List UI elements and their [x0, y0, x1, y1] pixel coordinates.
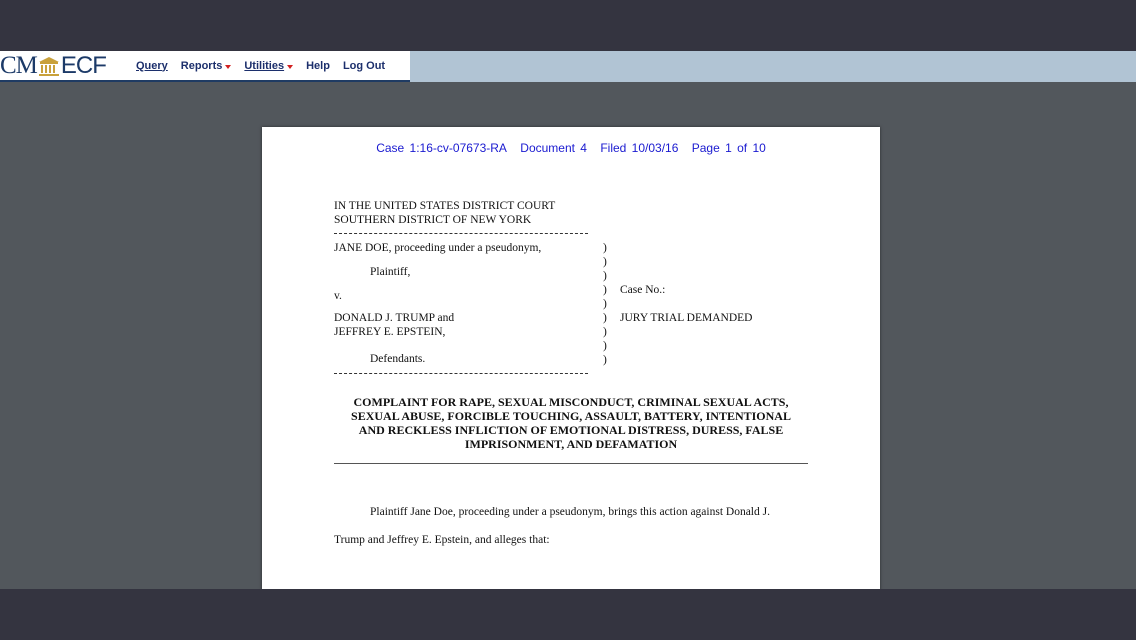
title-rule: [334, 463, 808, 464]
defendant-1: DONALD J. TRUMP and: [334, 312, 455, 324]
menu-reports[interactable]: [181, 60, 232, 72]
pdf-viewer[interactable]: [0, 82, 1136, 589]
menu-log-out-label: Log Out: [342, 59, 386, 72]
body-paragraph-line-1: Plaintiff Jane Doe, proceeding under a pseudonym, brings this action against Donald J.: [370, 506, 770, 518]
document-page: Case 1:16-cv-07673-RA Document 4 Filed 10/03/16 Page 1 of 10 IN THE UNITED STATES DISTRICT COURT SOUTHERN DISTRICT OF NEW YORK JANE DOE, proceeding under a pseudonym, Plaintiff, v. DONALD J. TRUMP and JEFFREY E. EPSTEIN, Defendants. ) ) ) ) ) ) ) ) ) Case No.: JURY TRIAL DEMANDED COMPLAINT FOR RAPE, SEXUAL MISCONDUCT, CRIMINAL SEXUAL ACTS, SEXUAL ABUSE, FORCIBLE TOUCHING, ASSAULT, BATTERY, INTENTIONAL AND RECKLESS INFLICTION OF EMOTIONAL DISTRESS, DURESS, FALSE IMPRISONMENT, AND DEFAMATION Plaintiff Jane Doe, proceeding under a pseudonym, brings this action against Donald J. Trump and Jeffrey E. Epstein, and alleges that:: [262, 127, 880, 589]
versus: v.: [334, 290, 342, 302]
main-menu: [136, 51, 398, 80]
menu-log-out[interactable]: [343, 60, 385, 72]
document-number: Document 4: [520, 141, 587, 155]
caption-divider-top: [334, 233, 588, 234]
dropdown-caret-icon: [287, 65, 293, 69]
court-name: IN THE UNITED STATES DISTRICT COURT: [334, 200, 556, 212]
top-navigation-bar: [0, 51, 1136, 83]
dropdown-caret-icon: [225, 65, 231, 69]
menu-help[interactable]: [306, 60, 330, 72]
defendant-role: Defendants.: [370, 353, 426, 365]
complaint-title: [334, 395, 808, 451]
jury-demand: JURY TRIAL DEMANDED: [620, 312, 753, 324]
case-number: Case 1:16-cv-07673-RA: [376, 141, 507, 155]
body-paragraph-line-2: Trump and Jeffrey E. Epstein, and alleges that:: [334, 534, 550, 546]
menu-reports-label: Reports: [180, 59, 223, 72]
title-line: AND RECKLESS INFLICTION OF EMOTIONAL DISTRESS, DURESS, FALSE: [358, 423, 784, 437]
plaintiff-role: Plaintiff,: [370, 266, 411, 278]
caption-divider-bottom: [334, 373, 588, 374]
case-no-label: Case No.:: [620, 284, 666, 296]
logo-text-ecf: ECF: [60, 52, 106, 79]
logo-text-cm: CM: [0, 52, 37, 79]
filing-header: [262, 141, 880, 155]
menu-help-label: Help: [306, 59, 330, 72]
title-line: COMPLAINT FOR RAPE, SEXUAL MISCONDUCT, CRIMINAL SEXUAL ACTS,: [353, 395, 789, 409]
menu-query-label: Query: [136, 59, 168, 72]
defendant-2: JEFFREY E. EPSTEIN,: [334, 326, 446, 338]
court-district: SOUTHERN DISTRICT OF NEW YORK: [334, 214, 532, 226]
filed-date: Filed 10/03/16: [600, 141, 679, 155]
courthouse-icon: [38, 55, 60, 77]
menu-utilities-label: Utilities: [244, 59, 285, 72]
nav-menu-panel: [0, 51, 410, 82]
plaintiff-name: JANE DOE, proceeding under a pseudonym,: [334, 242, 542, 254]
page-indicator: Page 1 of 10: [691, 141, 766, 155]
menu-utilities[interactable]: [244, 60, 293, 72]
cmecf-logo[interactable]: [0, 52, 106, 80]
menu-query[interactable]: [136, 60, 168, 72]
title-line: SEXUAL ABUSE, FORCIBLE TOUCHING, ASSAULT, BATTERY, INTENTIONAL: [351, 409, 791, 423]
title-line: IMPRISONMENT, AND DEFAMATION: [464, 437, 678, 451]
